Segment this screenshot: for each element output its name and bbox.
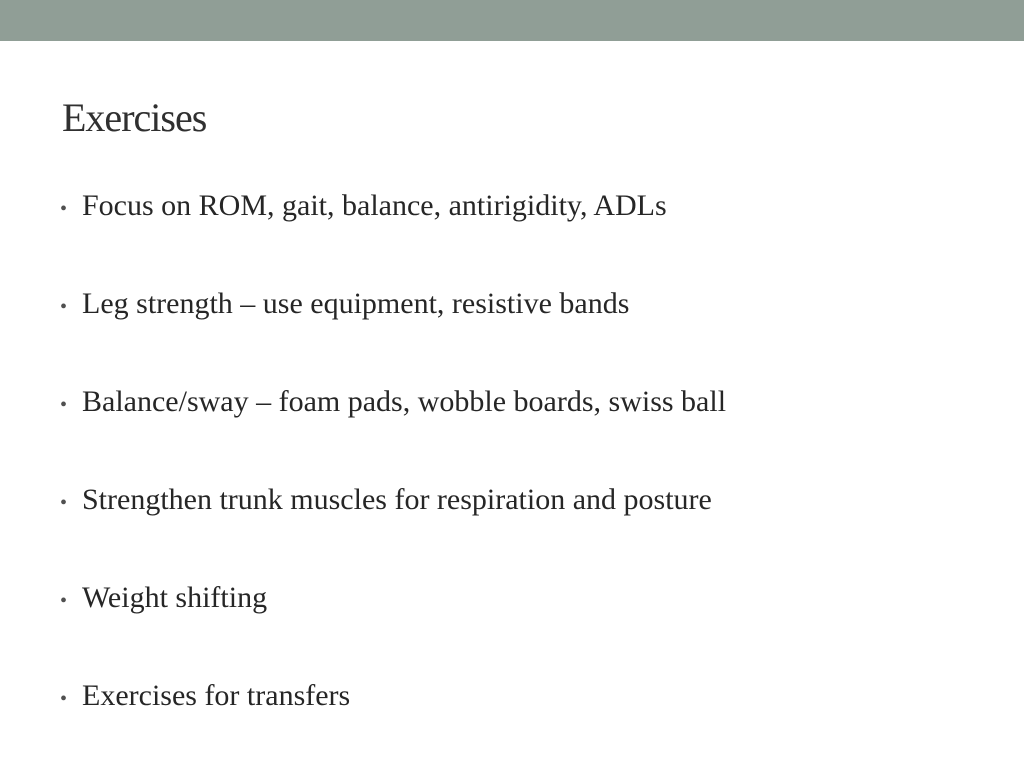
bullet-text: Balance/sway – foam pads, wobble boards, swiss ball xyxy=(82,385,727,418)
bullet-dot-icon: • xyxy=(60,394,68,416)
bullet-item xyxy=(56,283,726,381)
bullet-item xyxy=(56,381,726,479)
bullet-dot-icon: • xyxy=(60,492,68,514)
bullet-dot-icon: • xyxy=(60,296,68,318)
bullet-text: Focus on ROM, gait, balance, antirigidity, ADLs xyxy=(82,189,667,222)
bullet-dot-icon: • xyxy=(60,688,68,710)
bullet-list xyxy=(56,185,726,773)
bullet-item xyxy=(56,185,726,283)
bullet-item xyxy=(56,577,726,675)
bullet-text: Leg strength – use equipment, resistive bands xyxy=(82,287,630,320)
slide-title: Exercises xyxy=(62,95,207,140)
bullet-text: Strengthen trunk muscles for respiration and posture xyxy=(82,483,712,516)
bullet-item xyxy=(56,675,726,773)
bullet-item xyxy=(56,479,726,577)
bullet-text: Exercises for transfers xyxy=(82,679,351,712)
top-accent-bar xyxy=(0,0,1024,41)
bullet-text: Weight shifting xyxy=(82,581,268,614)
bullet-dot-icon: • xyxy=(60,590,68,612)
bullet-dot-icon: • xyxy=(60,198,68,220)
